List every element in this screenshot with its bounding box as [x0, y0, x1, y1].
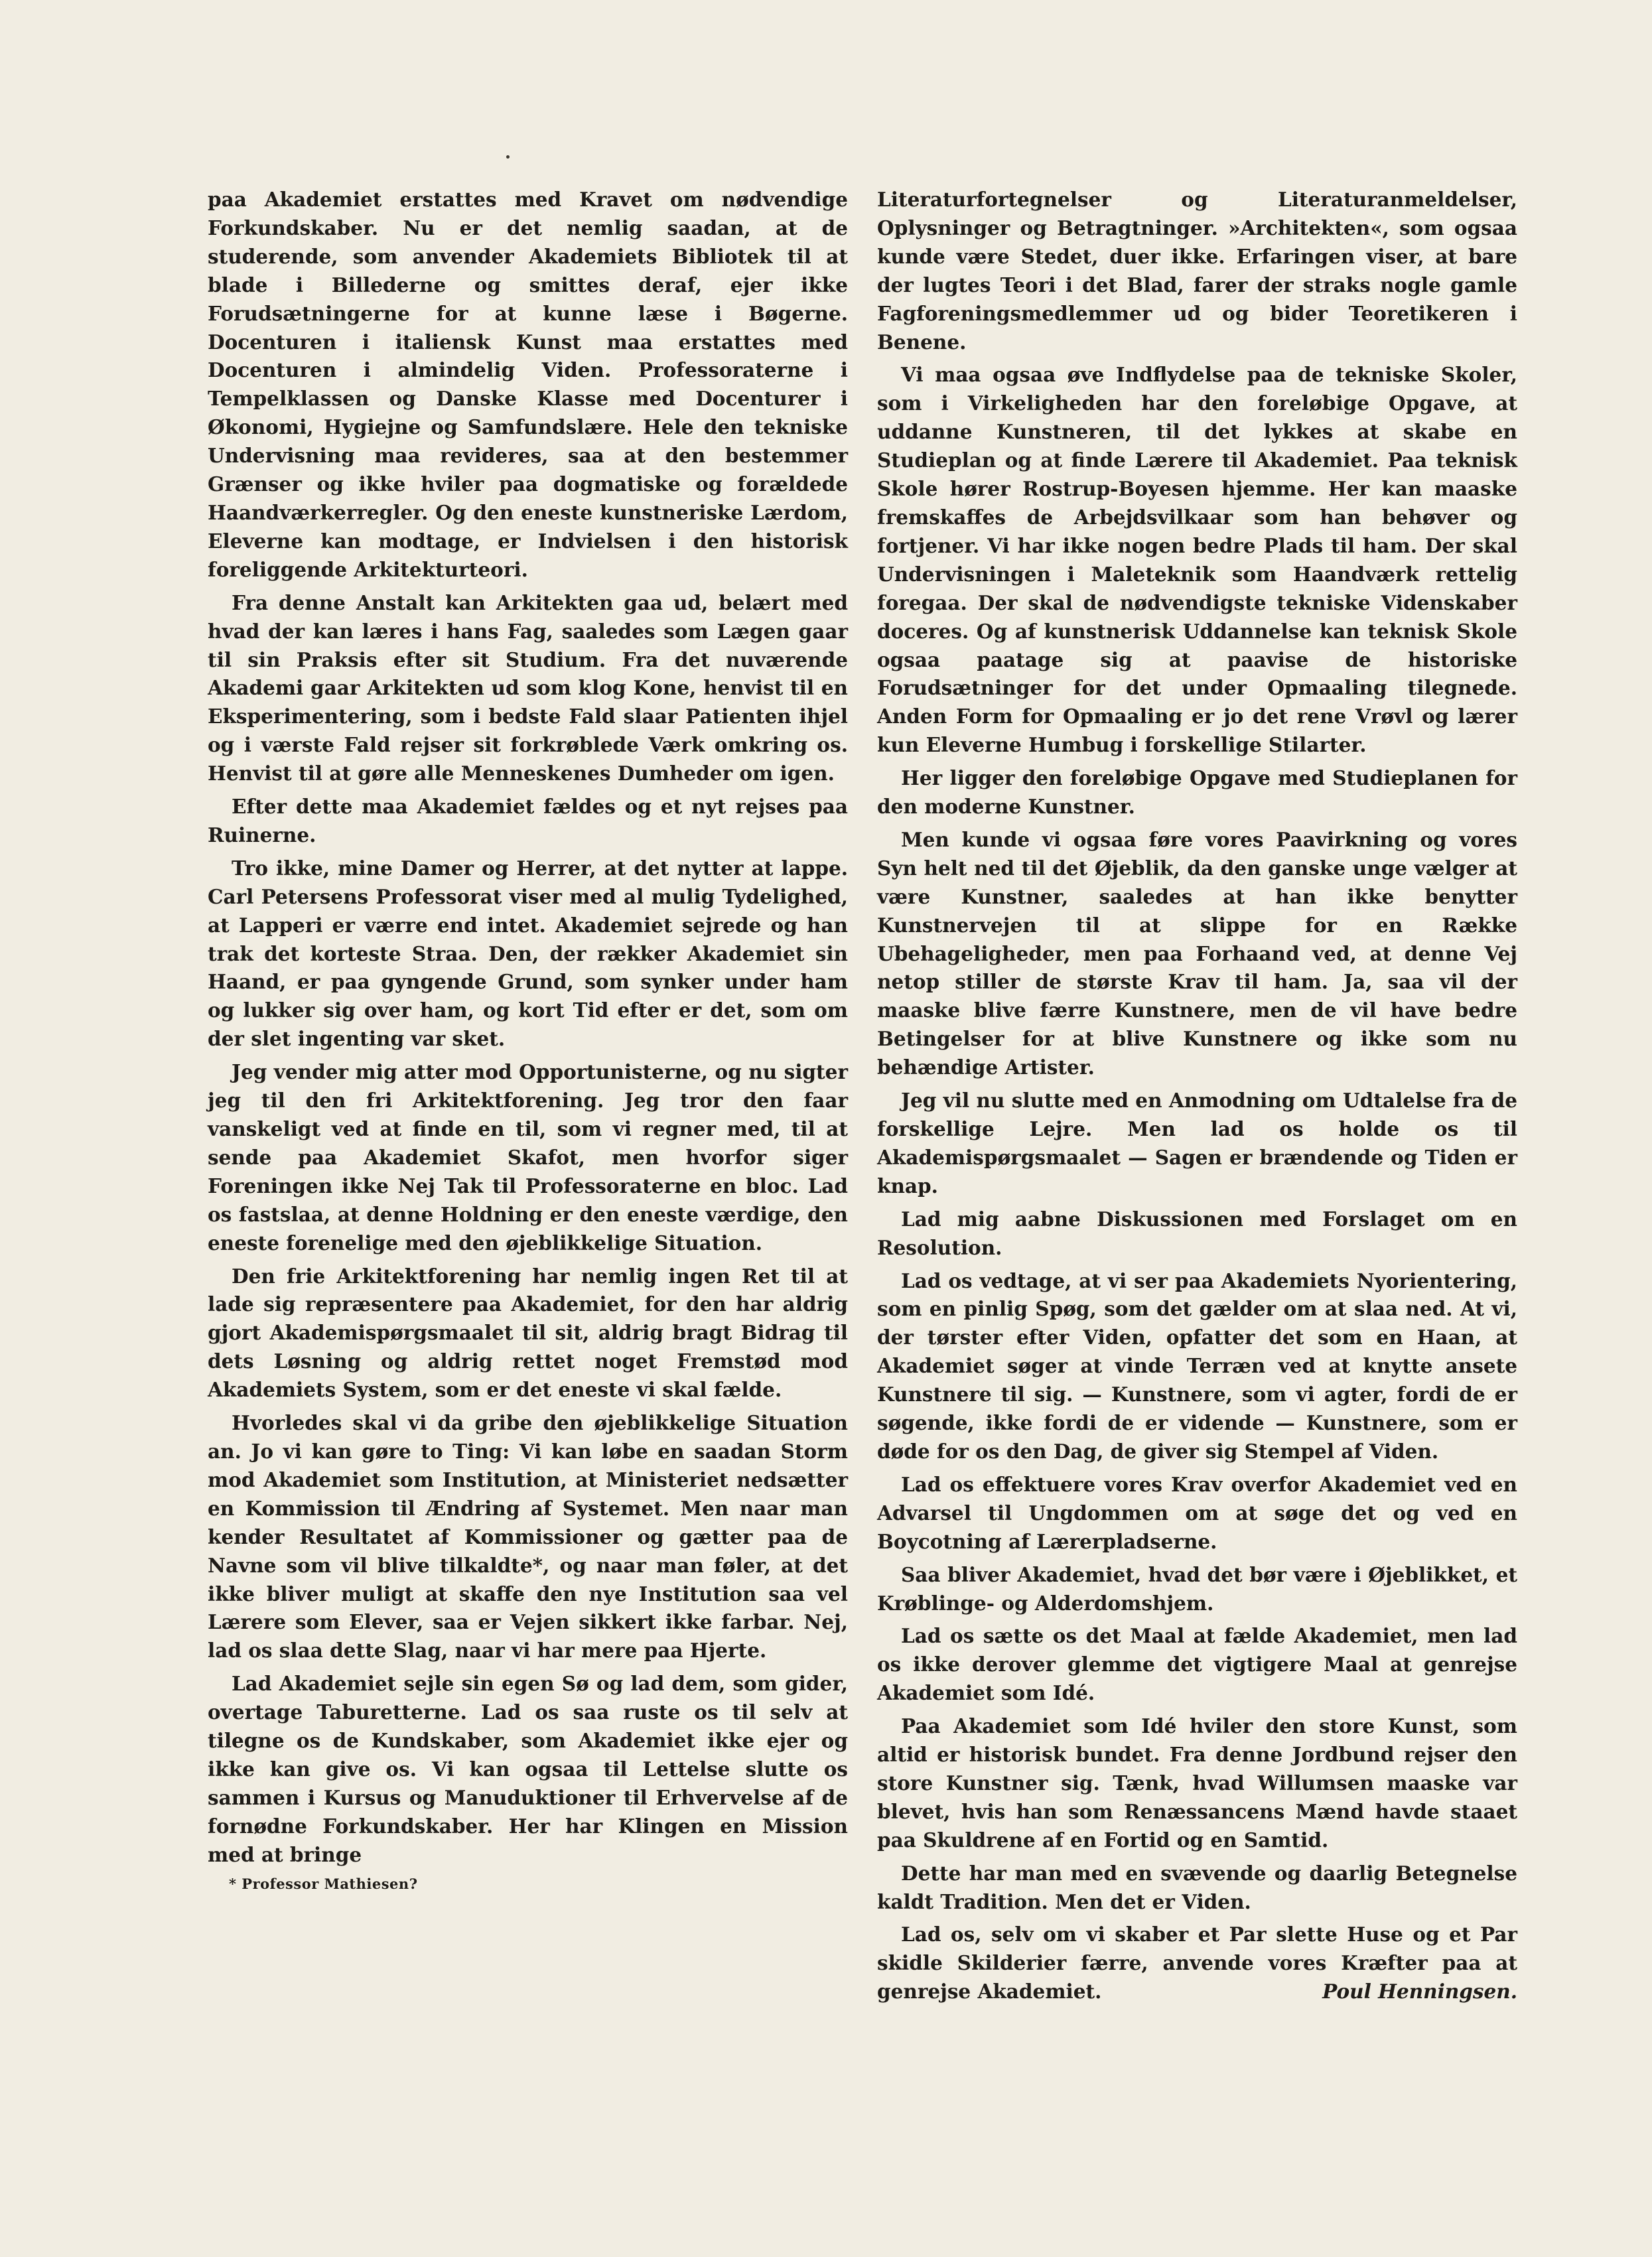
paragraph: Hvorledes skal vi da gribe den øjeblikkelige Situation an. Jo vi kan gøre to Ting: Vi kan løbe en saadan Storm mod Akademiet som Institution, at Ministeriet nedsætter en Kommission til Ændring af Systemet. Men naar man kender Resultatet af Kommissioner og gætter paa de Navne som vil blive tilkaldte*, og naar man føler, at det ikke bliver muligt at skaffe den nye Institution saa vel Lærere som Elever, saa er Vejen sikkert ikke farbar. Nej, lad os slaa dette Slag, naar vi har mere paa Hjerte. — [208, 1411, 848, 1663]
paragraph: Vi maa ogsaa øve Indflydelse paa de tekniske Skoler, som i Virkeligheden har den foreløbige Opgave, at uddanne Kunstneren, til det lykkes at skabe en Studieplan og at finde Lærere til Akademiet. Paa teknisk Skole hører Rostrup-Boyesen hjemme. Her kan maaske fremskaffes de Arbejdsvilkaar som han behøver og fortjener. Vi har ikke nogen bedre Plads til ham. Der skal Undervisningen i Maleteknik som Haandværk rettelig foregaa. Der skal de nødvendigste tekniske Videnskaber doceres. Og af kunstnerisk Uddannelse kan teknisk Skole ogsaa paatage sig at paavise de historiske Forudsætninger for det under Opmaaling tilegnede. Anden Form for Opmaaling er jo det rene Vrøvl og lærer kun Eleverne Humbug i forskellige Stilarter. — [877, 363, 1517, 757]
paragraph: Jeg vil nu slutte med en Anmodning om Udtalelse fra de forskellige Lejre. Men lad os holde os til Akademispørgsmaalet — Sagen er brændende og Tiden er knap. — [877, 1089, 1517, 1197]
paragraph: Lad os sætte os det Maal at fælde Akademiet, men lad os ikke derover glemme det vigtigere Maal at genrejse Akademiet som Idé. — [877, 1624, 1517, 1705]
author-signature: Poul Henningsen. — [1322, 1980, 1517, 2004]
page-dot-mark — [506, 155, 510, 159]
paragraph: Tro ikke, mine Damer og Herrer, at det nytter at lappe. Carl Petersens Professorat viser med al mulig Tydelighed, at Lapperi er værre end intet. Akademiet sejrede og han trak det korteste Straa. Den, der rækker Akademiet sin Haand, er paa gyngende Grund, som synker under ham og lukker sig over ham, og kort Tid efter er det, som om der slet ingenting var sket. — [208, 856, 848, 1051]
paragraph: Her ligger den foreløbige Opgave med Studieplanen for den moderne Kunstner. — [877, 766, 1517, 819]
paragraph: Fra denne Anstalt kan Arkitekten gaa ud, belært med hvad der kan læres i hans Fag, saaledes som Lægen gaar til sin Praksis efter sit Studium. Fra det nuværende Akademi gaar Arkitekten ud som klog Kone, henvist til en Eksperimentering, som i bedste Fald slaar Patienten ihjel og i værste Fald rejser sit forkrøblede Værk omkring os. Henvist til at gøre alle Menneskenes Dumheder om igen. — [208, 590, 848, 786]
paragraph-text: Lad os, selv om vi skaber et Par slette Huse og et Par skidle Skilderier færre, anvende vores Kræfter paa at genrejse Akademiet. — [877, 1923, 1517, 2004]
paragraph: Literaturfortegnelser og Literaturanmeldelser, Oplysninger og Betragtninger. »Architekten«, som ogsaa kunde være Stedet, duer ikke. Erfaringen viser, at bare der lugtes Teori i det Blad, farer der straks nogle gamle Fagforeningsmedlemmer ud og bider Teoretikeren i Benene. — [877, 188, 1517, 354]
paragraph: Lad os vedtage, at vi ser paa Akademiets Nyorientering, som en pinlig Spøg, som det gælder om at slaa ned. At vi, der tørster efter Viden, opfatter det som en Haan, at Akademiet søger at vinde Terræn ved at knytte ansete Kunstnere til sig. — Kunstnere, som vi agter, fordi de er søgende, ikke fordi de er vidende — Kunstnere, som er døde for os den Dag, de giver sig Stempel af Viden. — [877, 1268, 1517, 1463]
paragraph: Lad mig aabne Diskussionen med Forslaget om en Resolution. — [877, 1207, 1517, 1259]
paragraph: Lad os effektuere vores Krav overfor Akademiet ved en Advarsel til Ungdommen om at søge det og ved en Boycotning af Lærerpladserne. — [877, 1472, 1517, 1553]
footnote: * Professor Mathiesen? — [229, 1876, 418, 1892]
paragraph: Efter dette maa Akademiet fældes og et nyt rejses paa Ruinerne. — [208, 795, 848, 847]
final-paragraph — [877, 1921, 1517, 2006]
paragraph: Men kunde vi ogsaa føre vores Paavirkning og vores Syn helt ned til det Øjeblik, da den ganske unge vælger at være Kunstner, saaledes at han ikke benytter Kunstnervejen til at slippe for en Række Ubehageligheder, men paa Forhaand ved, at denne Vej netop stiller de største Krav til ham. Ja, saa vil der maaske blive færre Kunstnere, men de vil have bedre Betingelser for at blive Kunstnere og ikke som nu behændige Artister. — [877, 827, 1517, 1079]
right-column — [877, 186, 1517, 2006]
paragraph: Lad Akademiet sejle sin egen Sø og lad dem, som gider, overtage Taburetterne. Lad os saa ruste os til selv at tilegne os de Kundskaber, som Akademiet ikke ejer og ikke kan give os. Vi kan ogsaa til Lettelse slutte os sammen i Kursus og Manuduktioner til Erhvervelse af de fornødne Forkundskaber. Her har Klingen en Mission med at bringe — [208, 1672, 848, 1866]
paragraph: paa Akademiet erstattes med Kravet om nødvendige Forkundskaber. Nu er det nemlig saadan, at de studerende, som anvender Akademiets Bibliotek til at blade i Billederne og smittes deraf, ejer ikke Forudsætningerne for at kunne læse i Bøgerne. Docenturen i italiensk Kunst maa erstattes med Docenturen i almindelig Viden. Professoraterne i Tempelklassen og Danske Klasse med Docenturer i Økonomi, Hygiejne og Samfundslære. Hele den tekniske Undervisning maa revideres, saa at den bestemmer Grænser og ikke hviler paa dogmatiske og forældede Haandværkerregler. Og den eneste kunstneriske Lærdom, Eleverne kan modtage, er Indvielsen i den historisk foreliggende Arkitekturteori. — [208, 188, 848, 581]
left-column — [208, 186, 848, 1870]
paragraph: Den frie Arkitektforening har nemlig ingen Ret til at lade sig repræsentere paa Akademiet, for den har aldrig gjort Akademispørgsmaalet til sit, aldrig bragt Bidrag til dets Løsning og aldrig rettet noget Fremstød mod Akademiets System, som er det eneste vi skal fælde. — [208, 1264, 848, 1402]
paragraph: Jeg vender mig atter mod Opportunisterne, og nu sigter jeg til den fri Arkitektforening. Jeg tror den faar vanskeligt ved at finde en til, som vi regner med, til at sende paa Akademiet Skafot, men hvorfor siger Foreningen ikke Nej Tak til Professoraterne en bloc. Lad os fastslaa, at denne Holdning er den eneste værdige, den eneste forenelige med den øjeblikkelige Situation. — [208, 1060, 848, 1255]
paragraph: Paa Akademiet som Idé hviler den store Kunst, som altid er historisk bundet. Fra denne Jordbund rejser den store Kunstner sig. Tænk, hvad Willumsen maaske var blevet, hvis han som Renæssancens Mænd havde staaet paa Skuldrene af en Fortid og en Samtid. — [877, 1714, 1517, 1852]
paragraph: Saa bliver Akademiet, hvad det bør være i Øjeblikket, et Krøblinge- og Alderdomshjem. — [877, 1562, 1517, 1615]
paragraph: Dette har man med en svævende og daarlig Betegnelse kaldt Tradition. Men det er Viden. — [877, 1861, 1517, 1913]
